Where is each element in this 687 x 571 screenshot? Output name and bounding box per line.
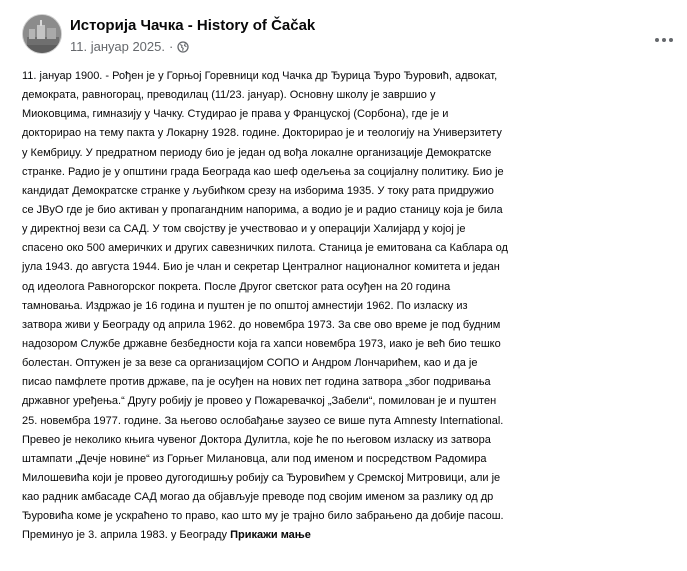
post-text-line: у директној вези са САД. У том својству је учествовао и у операцији Халијард у којој је [22, 223, 466, 236]
page-name[interactable]: Историја Чачка - History of Čačak [70, 17, 316, 34]
post-text-line: као радник амбасаде САД могао да објављује преводе под својим именом за разлику од др [22, 491, 494, 504]
post-text-line: болестан. Оптужен је за везе са организацијом СОПО и Андром Лончарићем, као и да је [22, 357, 478, 370]
post-text-line: надозором Службе државне безбедности која га хапси новембра 1973, иако је већ био тешко [22, 337, 501, 350]
post-text-line: тамновања. Издржао је 16 година и пуштен је по општој амнестији 1962. По изласку из [22, 299, 468, 312]
post-text-line: затвора живи у Београду од априла 1962. до новембра 1973. За све ово време је под будним [22, 318, 501, 331]
post-date[interactable]: 11. јануар 2025. [70, 39, 165, 54]
post-text-line: странке. Радио је у општини града Београда као шеф одељења за социјалну политику. Био је [22, 165, 504, 178]
globe-icon [177, 41, 189, 53]
see-less-link[interactable]: Прикажи мање [230, 529, 311, 542]
post-text-line: Милошевића који је провео дугогодишњу робију са Ђуровићем у Сремској Митровици, али је [22, 471, 501, 484]
post-text-line: 11. јануар 1900. - Рођен је у Горњој Горевници код Чачка др Ђурица Ђуро Ђуровић, адвокат, [22, 70, 498, 82]
post-body [22, 67, 677, 546]
post-text-line: кандидат Демократске странке у љубићком срезу на изборима 1935. У току рата придружио [22, 184, 494, 197]
more-options-icon[interactable] [652, 28, 676, 52]
post-text-line: Ђуровића коме је ускраћено то право, као што му је трајно било забрањено да добије пасош. [22, 510, 504, 523]
post-text-line: у Кембриџу. У предратном периоду био је један од вођа локалне организације Демократске [22, 146, 492, 159]
post-text-line: Миоковцима, гимназију у Чачку. Студирао је права у Француској (Сорбона), где је и [22, 108, 449, 121]
post-text-line: се ЈВуО где је био активан у пропагандним напорима, а водио је и радио станицу која је била [22, 203, 503, 216]
post-text-line: 25. новембра 1977. године. За његово ослобађање заузео се више пута Amnesty International. [22, 414, 504, 427]
post-text-line: државног уређења.“ Другу робију је провео у Пожаревачкој „Забели“, помилован је и пуштен [22, 395, 497, 408]
post-text-line: писао памфлете против државе, па је осуђен на нових пет година затвора „због подривања [22, 376, 491, 389]
post-text-line: јула 1943. до августа 1944. Био је члан и секретар Централног националног комитета и један [22, 261, 500, 274]
post-header [22, 14, 672, 58]
page-avatar[interactable] [22, 14, 62, 54]
post-text-last-line [22, 526, 677, 545]
post-text-line: штампати „Дечје новине“ из Горњег Милановца, али под именом и посредством Радомира [22, 452, 487, 465]
meta-separator: · [168, 39, 174, 54]
post-text-line: Преминуо је 3. априла 1983. у Београду [22, 529, 227, 542]
post-text-line: докторирао на тему пакта у Локарну 1928. године. Докторирао је и теологију на Универзитету [22, 127, 502, 140]
post-text-line: демократа, равногорац, преводилац (11/23. јануар). Основну школу је завршио у [22, 89, 436, 102]
post-text-line: од идеолога Равногорског покрета. После Другог светског рата осуђен на 20 година [22, 280, 451, 293]
post-text-line: спасено око 500 америчких и других савезничких пилота. Станица је емитована са Каблара од [22, 242, 508, 255]
post-meta [70, 39, 189, 54]
post-text-line: Превео је неколико књига чувеног Доктора Дулитла, које ће по његовом изласку из затвора [22, 433, 491, 446]
